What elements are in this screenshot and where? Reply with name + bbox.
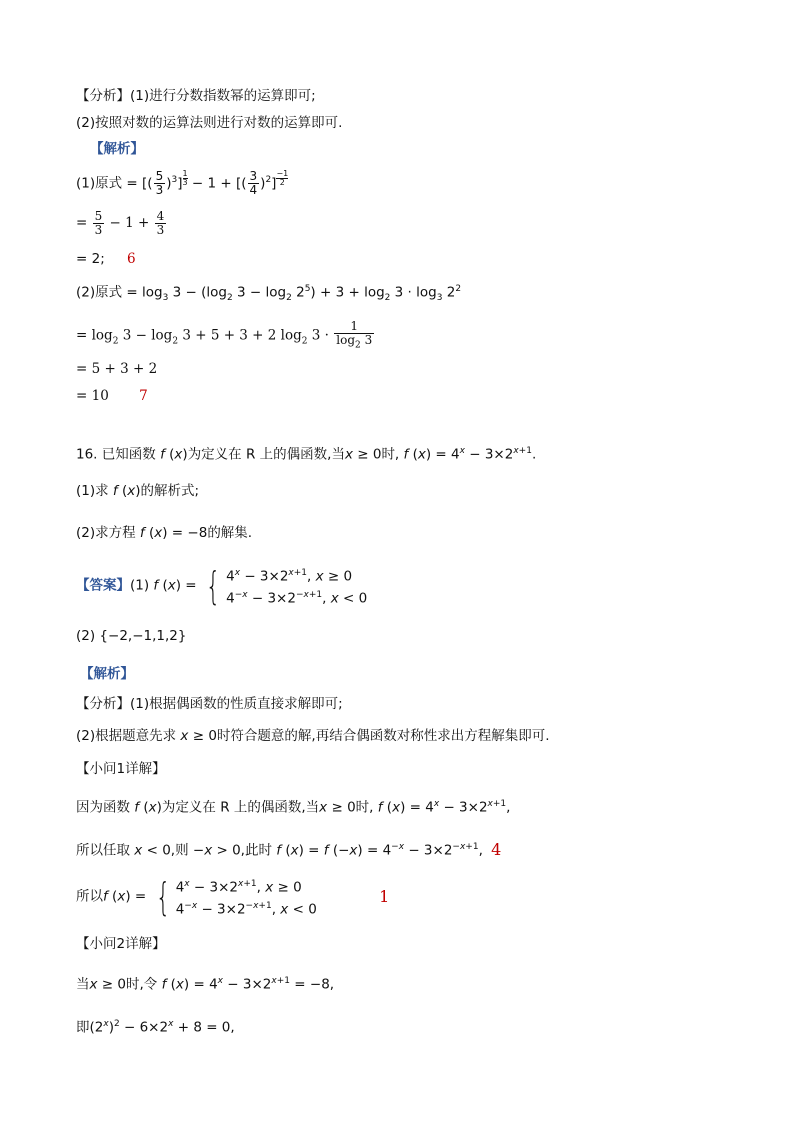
q16-sub1: (1)求 f (x)的解析式; bbox=[76, 483, 200, 499]
q15-result2: = 10 7 bbox=[76, 388, 148, 404]
q16-analysis-line1: 【分析】(1)根据偶函数的性质直接求解即可; bbox=[76, 696, 343, 712]
q16-stem: 16. 已知函数 f (x)为定义在 R 上的偶函数,当x ≥ 0时, f $(x) = 4^x - 3\times 2^{x+1}$. bbox=[76, 446, 537, 463]
q15-solution-label: 【解析】 bbox=[90, 141, 144, 157]
q15-step1: = $\frac{5}{3}$ − 1 + $\frac{4}{3}$ bbox=[76, 209, 165, 237]
score-mark-7: 7 bbox=[139, 388, 148, 404]
q15-part2-expression: (2)原式 = $\log_3 3 - (\log_2$ $3 - \log_2 2^5) + 3 + \log_2 3 \cdot \log_3 2^2$ bbox=[76, 284, 462, 304]
q15-step2: = $\log_2 3 - \log_2 3 + 5 + 3 + 2$ $\log_2 3$ · $\frac{1}{\log_2 3}$ bbox=[76, 319, 373, 351]
q15-result1: = 2; 6 bbox=[76, 251, 136, 267]
q16-detail2-label: 【小问2详解】 bbox=[76, 936, 166, 952]
q16-sub2: (2)求方程 f (x) = −8的解集. bbox=[76, 525, 253, 541]
score-mark-4: 4 bbox=[491, 839, 502, 859]
q15-analysis-line1: 【分析】(1)进行分数指数幂的运算即可; bbox=[76, 88, 316, 104]
q16-analysis-line2: (2)根据题意先求 x ≥ 0时符合题意的解,再结合偶函数对称性求出方程解集即可. bbox=[76, 728, 550, 744]
q16-answer1: 【答案】(1) f (x) = { $4^x - 3\times 2^{x+1}$, x ≥ 0 $4^{-x} - 3\times 2^{-x+1}$, x < 0 bbox=[76, 563, 368, 608]
q16-detail1-line2: 所以任取 x < 0,则 −x > 0,此时 f (x) = f $(-x) = 4^{-x} - 3\times 2^{-x+1}$, 4 bbox=[76, 839, 502, 859]
q15-analysis-line2: (2)按照对数的运算法则进行对数的运算即可. bbox=[76, 115, 343, 131]
q16-detail1-line1: 因为函数 f (x)为定义在 R 上的偶函数,当x ≥ 0时, f $(x) = 4^x - 3\times 2^{x+1}$, bbox=[76, 799, 511, 816]
q15-sum-line: = 5 + 3 + 2 bbox=[76, 361, 158, 377]
q16-detail1-line3: 所以f (x) = { $4^x - 3\times 2^{x+1}$, x ≥ 0 $4^{-x} - 3\times 2^{-x+1}$, x < 0 1 bbox=[76, 874, 390, 919]
score-mark-6: 6 bbox=[127, 251, 136, 267]
q16-detail1-label: 【小问1详解】 bbox=[76, 761, 166, 777]
q16-solution-label: 【解析】 bbox=[80, 666, 134, 682]
answer-label: 【答案】 bbox=[76, 577, 130, 594]
q15-part1-expression: (1)原式 = [( $\frac{5}{3}$ )$^3$] $\frac{1}{3}$ − 1 + [( $\frac{3}{4}$ )$^2$] $\frac{-1}{2}$ bbox=[76, 169, 289, 197]
analysis-label: 【分析】 bbox=[76, 88, 130, 104]
q16-answer2: (2) {−2,−1,1,2} bbox=[76, 628, 187, 644]
score-mark-1: 1 bbox=[379, 886, 390, 906]
q16-detail2-line1: 当x ≥ 0时,令 f $(x) = 4^x - 3\times 2^{x+1} = -8$, bbox=[76, 976, 335, 993]
q16-detail2-line2: 即$(2^x)^2 - 6\times 2^x + 8 = 0$, bbox=[76, 1019, 235, 1036]
